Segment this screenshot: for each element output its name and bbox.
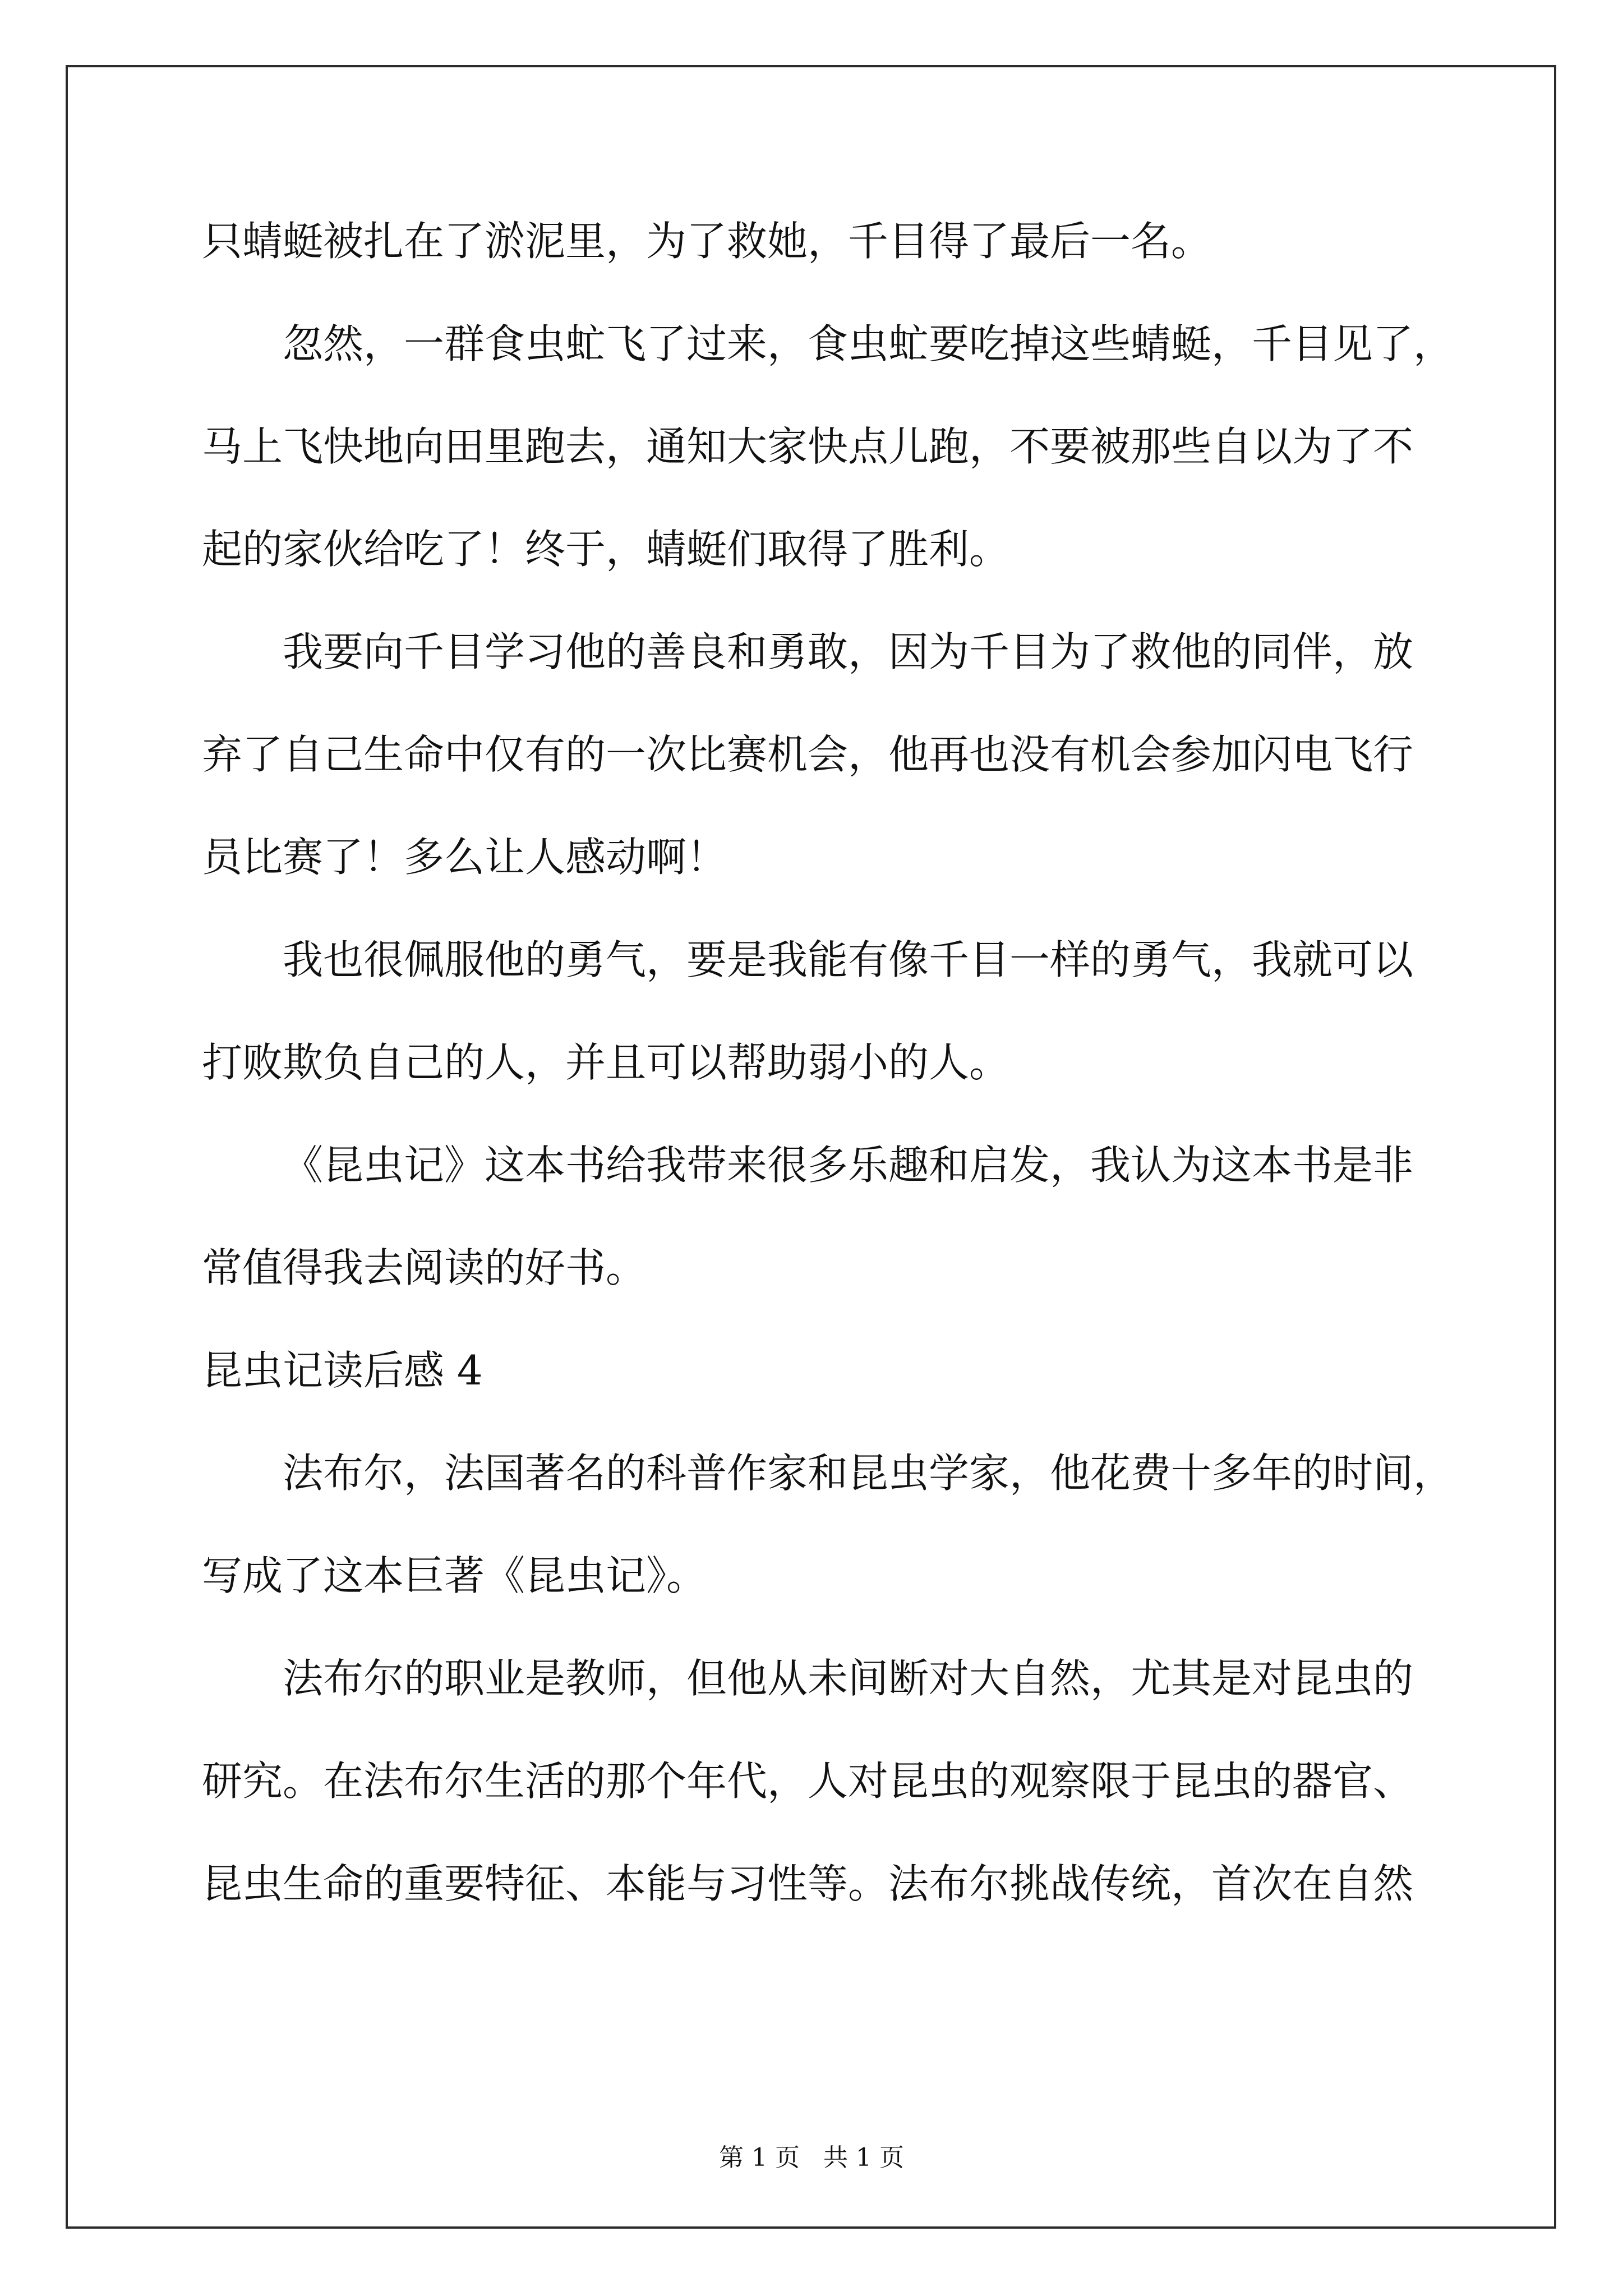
text-line-15: 法布尔的职业是教师，但他从未间断对大自然，尤其是对昆虫的	[283, 1655, 1414, 1702]
text-line-16: 研究。在法布尔生活的那个年代，人对昆虫的观察限于昆虫的器官、	[202, 1757, 1414, 1805]
text-line-9: 打败欺负自己的人，并且可以帮助弱小的人。	[202, 1039, 1010, 1086]
text-line-7: 员比赛了！多么让人感动啊！	[202, 834, 727, 881]
section-heading: 昆虫记读后感 4	[202, 1347, 483, 1394]
text-line-11: 常值得我去阅读的好书。	[202, 1244, 647, 1291]
text-line-2: 忽然，一群食虫虻飞了过来，食虫虻要吃掉这些蜻蜓，千目见了，	[283, 320, 1454, 367]
text-line-1: 只蜻蜓被扎在了淤泥里，为了救她，千目得了最后一名。	[202, 218, 1212, 265]
page-footer: 第 1 页 共 1 页	[719, 2143, 904, 2172]
text-line-4: 起的家伙给吃了！终于，蜻蜓们取得了胜利。	[202, 526, 1010, 573]
text-line-13: 法布尔，法国著名的科普作家和昆虫学家，他花费十多年的时间，	[283, 1450, 1454, 1497]
text-line-5: 我要向千目学习他的善良和勇敢，因为千目为了救他的同伴，放	[283, 628, 1414, 675]
text-line-3: 马上飞快地向田里跑去，通知大家快点儿跑，不要被那些自以为了不	[202, 423, 1414, 470]
document-body	[202, 214, 1454, 1959]
text-line-6: 弃了自己生命中仅有的一次比赛机会，他再也没有机会参加闪电飞行	[202, 731, 1414, 778]
text-line-14: 写成了这本巨著《昆虫记》。	[202, 1552, 707, 1599]
text-line-17: 昆虫生命的重要特征、本能与习性等。法布尔挑战传统，首次在自然	[202, 1860, 1414, 1907]
text-line-8: 我也很佩服他的勇气，要是我能有像千目一样的勇气，我就可以	[283, 936, 1414, 983]
text-line-10: 《昆虫记》这本书给我带来很多乐趣和启发，我认为这本书是非	[283, 1142, 1414, 1189]
